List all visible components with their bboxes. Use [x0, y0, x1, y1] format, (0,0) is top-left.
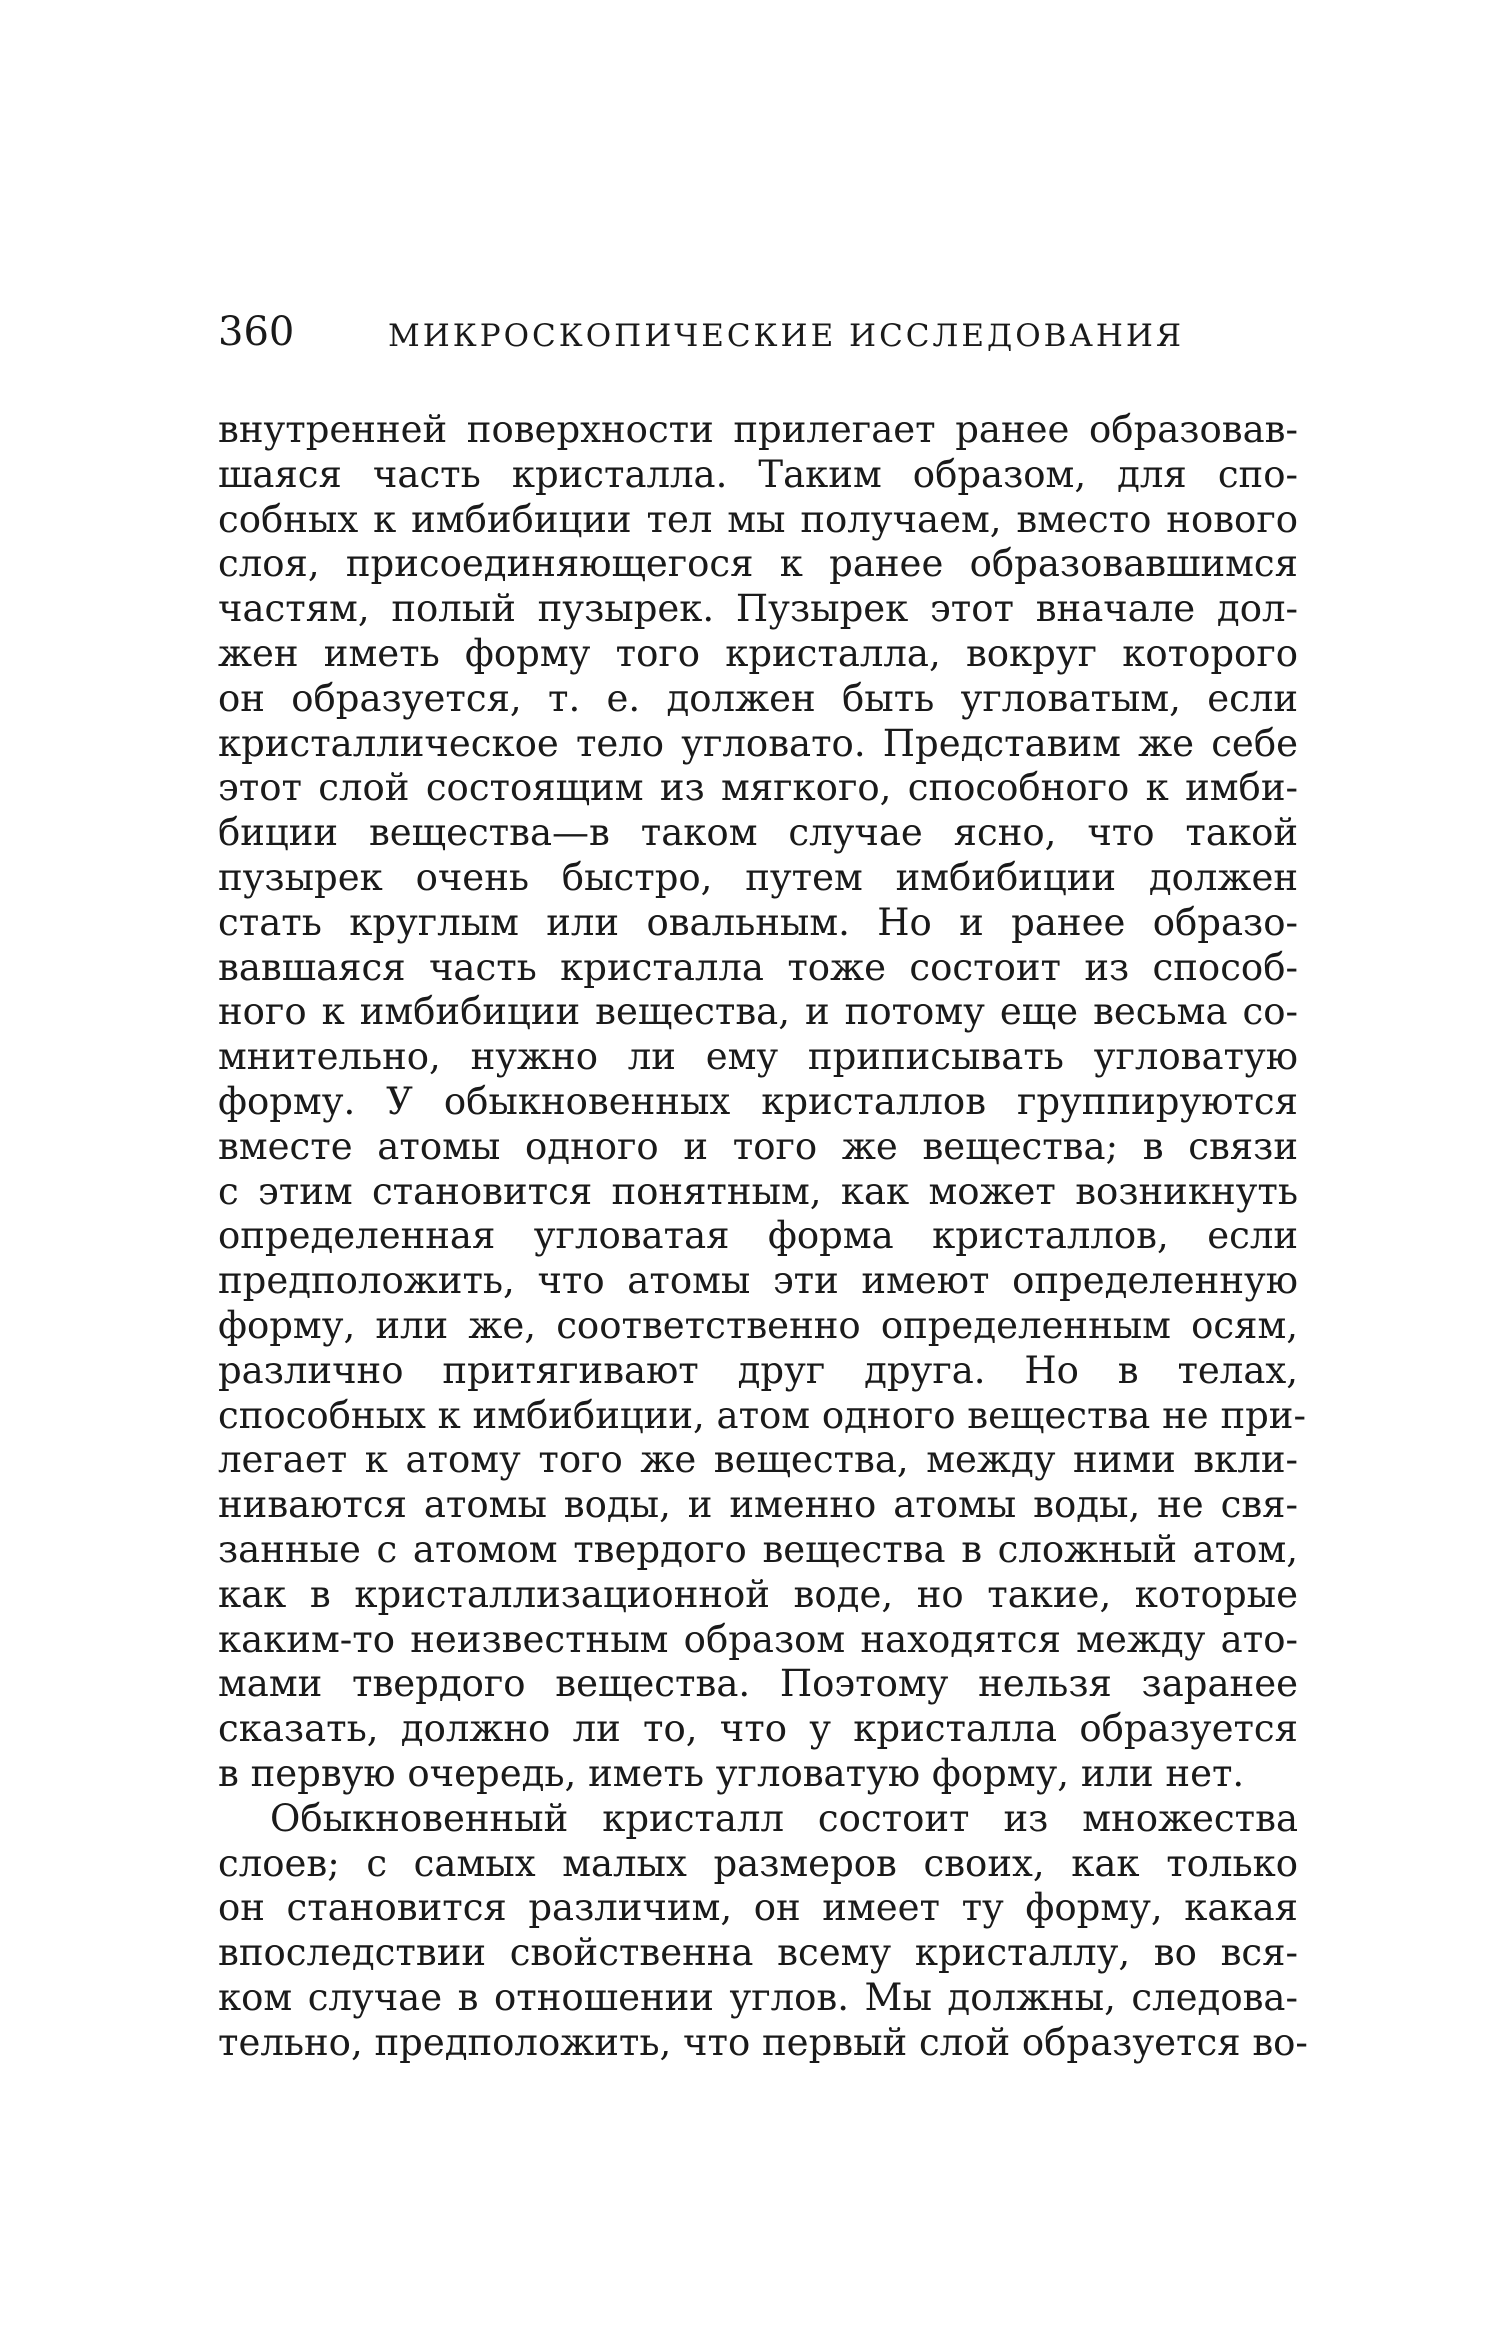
text-line: он образуется, т. е. должен быть угловатым, если [218, 676, 1298, 720]
text-line: с этим становится понятным, как может возникнуть [218, 1169, 1298, 1213]
text-line: сказать, должно ли то, что у кристалла образуется [218, 1707, 1298, 1751]
text-line: частям, полый пузырек. Пузырек этот вначале дол- [218, 587, 1298, 631]
text-line: мнительно, нужно ли ему приписывать угловатую [218, 1035, 1298, 1079]
text-line: впоследствии свойственна всему кристаллу, во вся- [218, 1931, 1298, 1975]
text-line: занные с атомом твердого вещества в сложный атом, [218, 1527, 1298, 1571]
text-line: он становится различим, он имеет ту форму, какая [218, 1886, 1298, 1930]
text-line: легает к атому того же вещества, между ними вкли- [218, 1438, 1298, 1482]
text-line: стать круглым или овальным. Но и ранее образо- [218, 900, 1298, 944]
text-line: ного к имбибиции вещества, и потому еще весьма со- [218, 990, 1298, 1034]
text-line: в первую очередь, иметь угловатую форму, или нет. [218, 1751, 1245, 1795]
text-line: Обыкновенный кристалл состоит из множества [270, 1796, 1298, 1840]
text-line: биции вещества—в таком случае ясно, что такой [218, 811, 1298, 855]
text-line: предположить, что атомы эти имеют определенную [218, 1259, 1298, 1303]
text-line: ниваются атомы воды, и именно атомы воды, не свя- [218, 1483, 1298, 1527]
page-header [218, 302, 1298, 362]
text-line: кристаллическое тело угловато. Представим же себе [218, 721, 1298, 765]
text-line: вместе атомы одного и того же вещества; в связи [218, 1124, 1298, 1168]
text-line: слоев; с самых малых размеров своих, как только [218, 1841, 1298, 1885]
body-text [218, 408, 1308, 2065]
text-line: различно притягивают друг друга. Но в телах, [218, 1348, 1298, 1392]
text-line: слоя, присоединяющегося к ранее образовавшимся [218, 542, 1298, 586]
text-line: пузырек очень быстро, путем имбибиции должен [218, 855, 1298, 899]
paragraph [218, 408, 1306, 1797]
running-title: МИКРОСКОПИЧЕСКИЕ ИССЛЕДОВАНИЯ [388, 318, 1185, 354]
text-line: как в кристаллизационной воде, но такие, которые [218, 1572, 1298, 1616]
text-line: определенная угловатая форма кристаллов, если [218, 1214, 1298, 1258]
text-line: шаяся часть кристалла. Таким образом, для спо- [218, 452, 1298, 496]
text-line: способных к имбибиции, атом одного вещества не при- [218, 1393, 1306, 1437]
text-line: мами твердого вещества. Поэтому нельзя заранее [218, 1662, 1298, 1706]
text-line: этот слой состоящим из мягкого, способного к имби- [218, 766, 1298, 810]
text-line: жен иметь форму того кристалла, вокруг которого [218, 631, 1298, 675]
text-line: внутренней поверхности прилегает ранее образовав- [218, 408, 1298, 451]
text-line: вавшаяся часть кристалла тоже состоит из способ- [218, 945, 1298, 989]
paragraph [218, 1796, 1308, 2066]
text-line: форму. У обыкновенных кристаллов группируются [218, 1079, 1298, 1123]
text-line: тельно, предположить, что первый слой образуется во- [218, 2020, 1308, 2064]
text-line: ком случае в отношении углов. Мы должны, следова- [218, 1975, 1298, 2019]
text-line: каким-то неизвестным образом находятся между ато- [218, 1617, 1298, 1661]
page-number: 360 [218, 309, 295, 355]
text-line: форму, или же, соответственно определенным осям, [218, 1303, 1298, 1347]
text-line: собных к имбибиции тел мы получаем, вместо нового [218, 497, 1298, 541]
